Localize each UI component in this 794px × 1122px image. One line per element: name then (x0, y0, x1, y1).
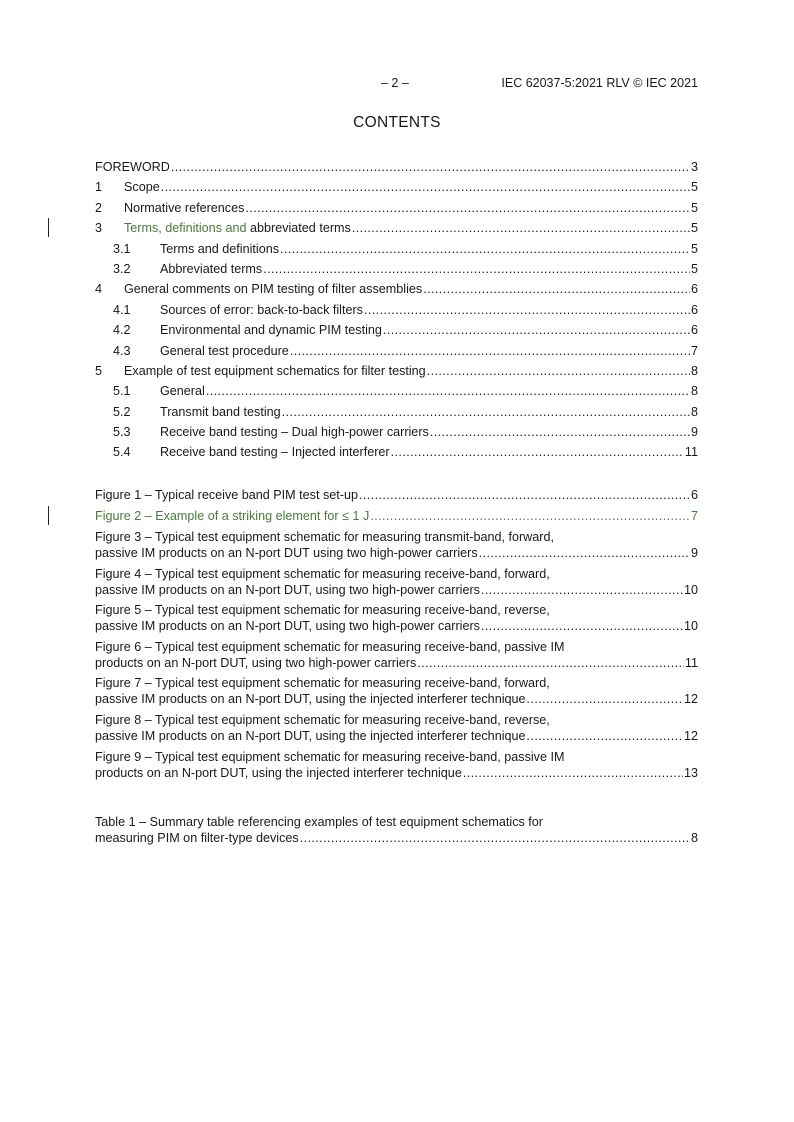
page-header (95, 76, 698, 92)
toc-entry-3-1[interactable]: 3.1 Terms and definitions ..... 5 (95, 241, 698, 257)
toc-entry-foreword[interactable]: FOREWORD ..... 3 (95, 159, 698, 175)
toc-entry-4-2[interactable]: 4.2 Environmental and dynamic PIM testing ..... 6 (95, 322, 698, 338)
page-number: – 2 – (381, 76, 409, 90)
toc-entry-5-2[interactable]: 5.2 Transmit band testing ..... 8 (95, 404, 698, 420)
figure-entry-8[interactable]: Figure 8 – Typical test equipment schematic for measuring receive-band, reverse, passive IM products on an N-port DUT, using the injected interferer technique ..... 12 (95, 712, 698, 744)
figure-entry-9[interactable]: Figure 9 – Typical test equipment schematic for measuring receive-band, passive IM products on an N-port DUT, using the injected interferer technique ..... 13 (95, 749, 698, 781)
contents-title: CONTENTS (353, 114, 441, 131)
toc-entry-5-3[interactable]: 5.3 Receive band testing – Dual high-power carriers ..... 9 (95, 424, 698, 440)
standard-reference: IEC 62037-5:2021 RLV © IEC 2021 (501, 76, 698, 90)
figure-entry-7[interactable]: Figure 7 – Typical test equipment schematic for measuring receive-band, forward, passive IM products on an N-port DUT, using the injected interferer technique ..... 12 (95, 675, 698, 707)
toc-entry-3[interactable]: 3 Terms, definitions and abbreviated terms ..... 5 (95, 220, 698, 236)
figure-entry-1[interactable]: Figure 1 – Typical receive band PIM test set-up ..... 6 (95, 487, 698, 503)
change-bar (48, 506, 49, 525)
toc-entry-3-2[interactable]: 3.2 Abbreviated terms ..... 5 (95, 261, 698, 277)
toc-entry-5-1[interactable]: 5.1 General ..... 8 (95, 383, 698, 399)
toc-entry-4-1[interactable]: 4.1 Sources of error: back-to-back filters ..... 6 (95, 302, 698, 318)
toc-entry-2[interactable]: 2 Normative references ..... 5 (95, 200, 698, 216)
change-bar (48, 218, 49, 237)
figure-entry-5[interactable]: Figure 5 – Typical test equipment schematic for measuring receive-band, reverse, passive IM products on an N-port DUT, using two high-power carriers ..... 10 (95, 602, 698, 634)
figure-entry-3[interactable]: Figure 3 – Typical test equipment schematic for measuring transmit-band, forward, passive IM products on an N-port DUT using two high-power carriers ..... 9 (95, 529, 698, 561)
toc-entry-5-4[interactable]: 5.4 Receive band testing – Injected interferer ..... 11 (95, 444, 698, 460)
toc-entry-4-3[interactable]: 4.3 General test procedure ..... 7 (95, 343, 698, 359)
toc-entry-5[interactable]: 5 Example of test equipment schematics for filter testing ..... 8 (95, 363, 698, 379)
toc-entry-1[interactable]: 1 Scope ..... 5 (95, 179, 698, 195)
toc-sections (95, 159, 698, 465)
list-of-tables (95, 814, 698, 851)
figure-entry-2[interactable]: Figure 2 – Example of a striking element for ≤ 1 J ..... 7 (95, 508, 698, 524)
toc-entry-4[interactable]: 4 General comments on PIM testing of filter assemblies ..... 6 (95, 281, 698, 297)
table-entry-1[interactable]: Table 1 – Summary table referencing examples of test equipment schematics for measuring PIM on filter-type devices ..... 8 (95, 814, 698, 846)
list-of-figures (95, 487, 698, 785)
figure-entry-6[interactable]: Figure 6 – Typical test equipment schematic for measuring receive-band, passive IM products on an N-port DUT, using two high-power carriers ..... 11 (95, 639, 698, 671)
figure-entry-4[interactable]: Figure 4 – Typical test equipment schematic for measuring receive-band, forward, passive IM products on an N-port DUT, using two high-power carriers ..... 10 (95, 566, 698, 598)
